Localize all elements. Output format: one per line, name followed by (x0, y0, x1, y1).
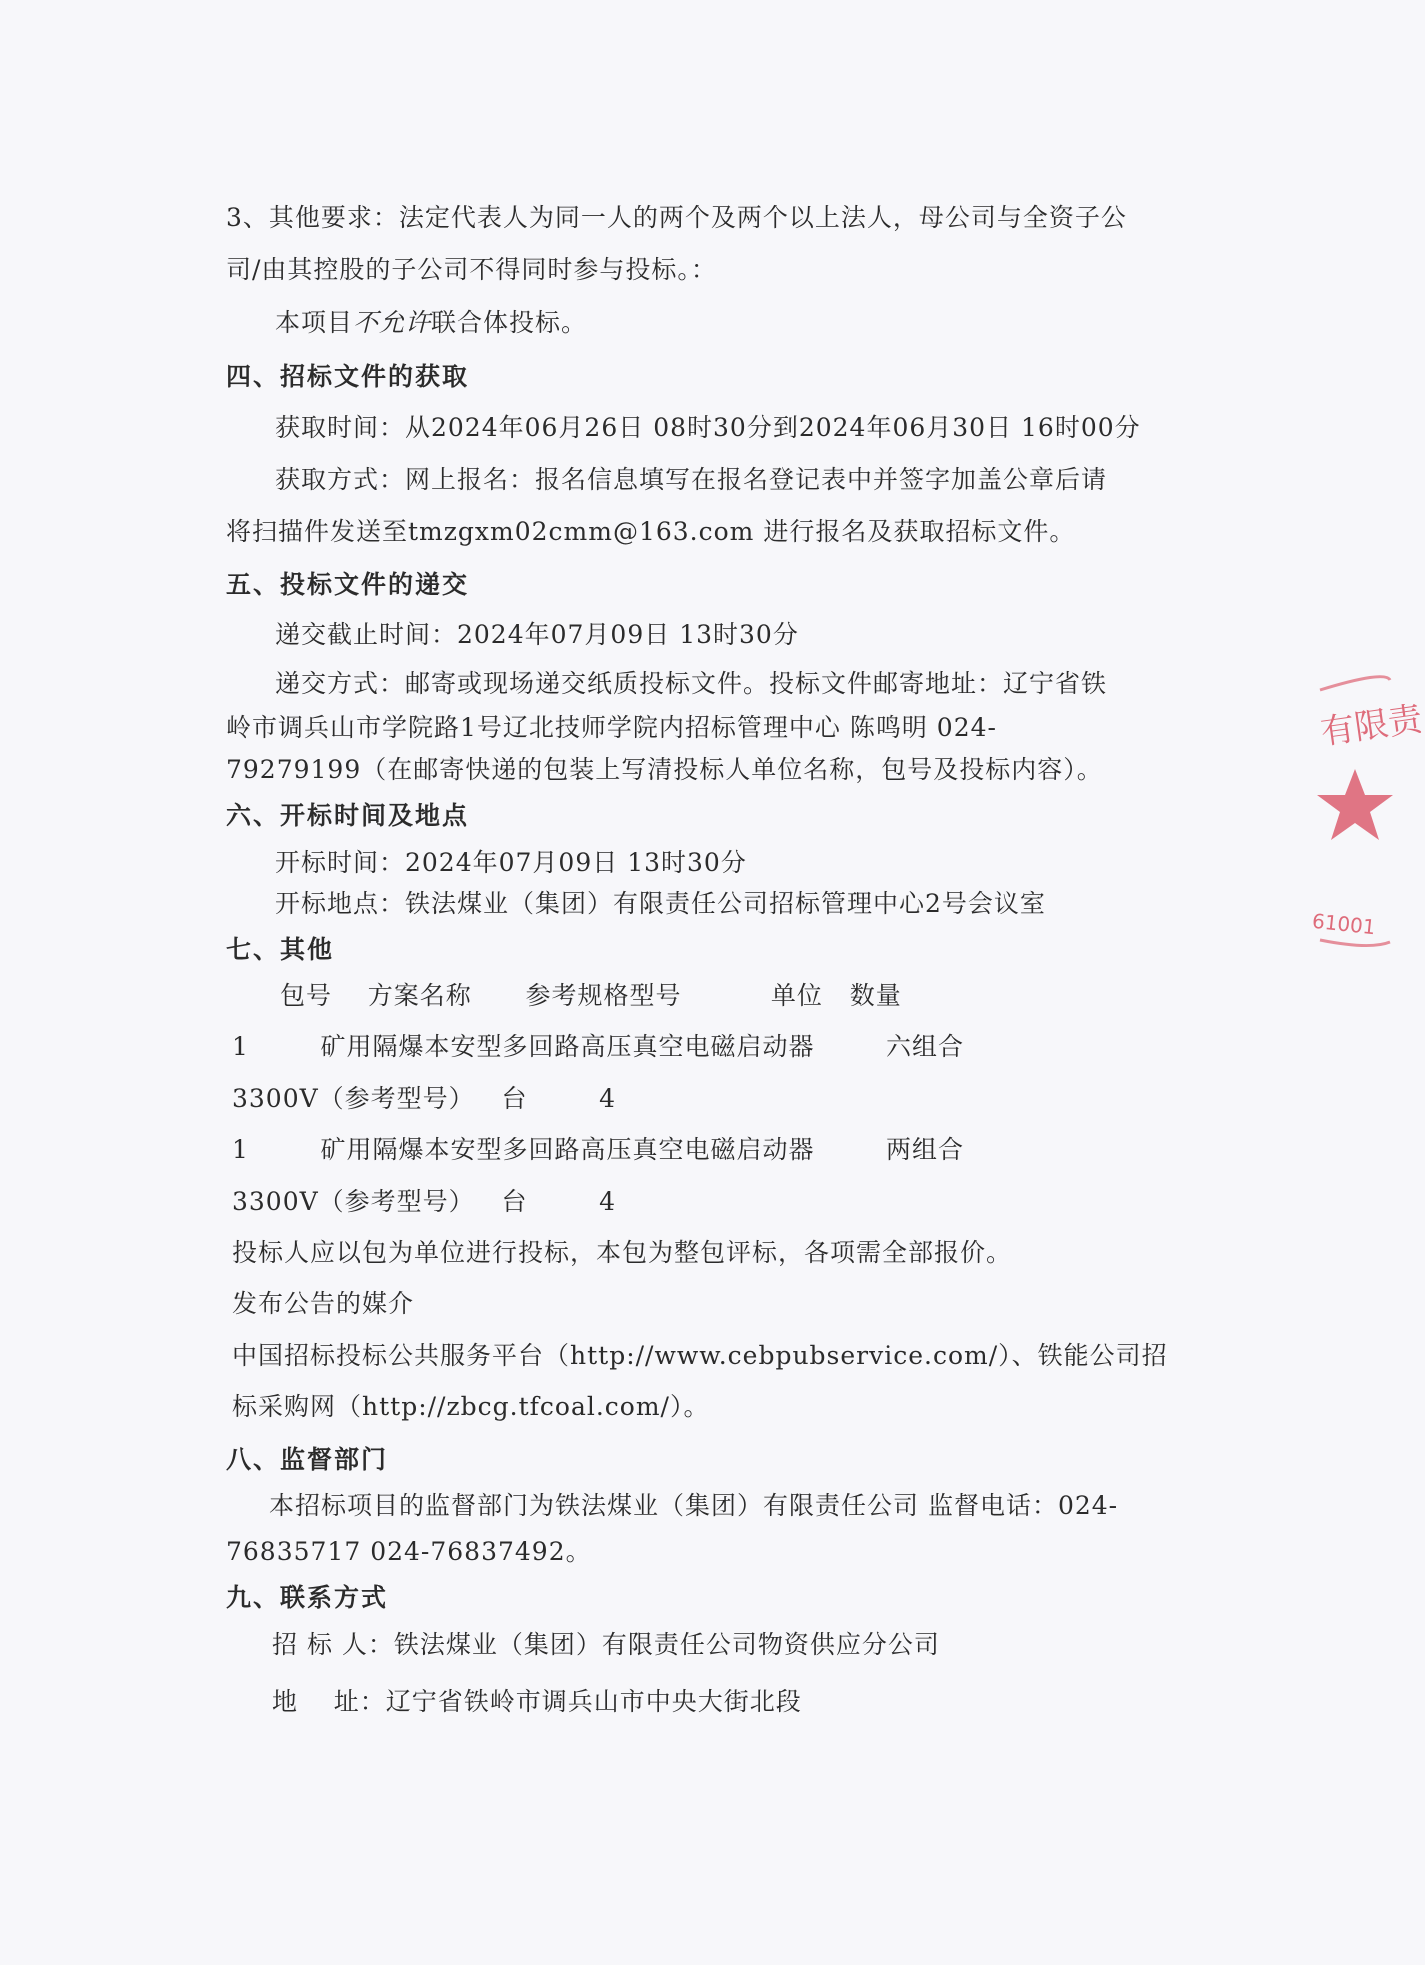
seal-text-bottom: 61001 (1310, 908, 1377, 940)
body-line (275, 307, 587, 339)
body-line: 本招标项目的监督部门为铁法煤业（集团）有限责任公司 监督电话：024- (269, 1491, 1119, 1520)
company-seal (1290, 650, 1425, 980)
section-heading: 七、其他 (226, 935, 335, 964)
body-line: 获取方式：网上报名：报名信息填写在报名登记表中并签字加盖公章后请 (275, 465, 1108, 494)
body-line: 中国招标投标公共服务平台（http://www.cebpubservice.com/）、铁能公司招 (232, 1341, 1168, 1370)
handwritten-insert: 不允许 (353, 308, 432, 337)
body-line: 投标人应以包为单位进行投标，本包为整包评标，各项需全部报价。 (232, 1238, 1013, 1267)
body-line: 司/由其控股的子公司不得同时参与投标。： (226, 255, 717, 284)
body-line: 开标地点：铁法煤业（集团）有限责任公司招标管理中心2号会议室 (275, 889, 1046, 918)
table-row-line: 1 矿用隔爆本安型多回路高压真空电磁启动器 两组合 (232, 1135, 965, 1164)
section-heading: 五、投标文件的递交 (226, 570, 470, 599)
body-line: 将扫描件发送至tmzgxm02cmm@163.com 进行报名及获取招标文件。 (226, 517, 1076, 546)
body-text: 联合体投标。 (431, 308, 588, 337)
body-line: 76835717 024-76837492。 (226, 1537, 592, 1566)
body-text: 本项目 (275, 308, 354, 337)
body-line: 3、其他要求：法定代表人为同一人的两个及两个以上法人，母公司与全资子公 (226, 203, 1127, 232)
seal-ring (1290, 650, 1390, 970)
table-header-line: 包号 方案名称 参考规格型号 单位 数量 (280, 981, 902, 1010)
body-line: 递交方式：邮寄或现场递交纸质投标文件。投标文件邮寄地址：辽宁省铁 (275, 669, 1108, 698)
body-line: 递交截止时间：2024年07月09日 13时30分 (275, 620, 799, 649)
body-line: 开标时间：2024年07月09日 13时30分 (275, 848, 747, 877)
section-heading: 九、联系方式 (226, 1583, 389, 1612)
table-row-line: 3300V（参考型号） 台 4 (232, 1084, 616, 1113)
section-heading: 四、招标文件的获取 (226, 362, 470, 391)
section-heading: 六、开标时间及地点 (226, 801, 470, 830)
body-line: 79279199（在邮寄快递的包装上写清投标人单位名称，包号及投标内容）。 (226, 755, 1103, 784)
table-row-line: 3300V（参考型号） 台 4 (232, 1187, 616, 1216)
contact-line: 地 址：辽宁省铁岭市调兵山市中央大街北段 (272, 1687, 802, 1716)
contact-line: 招 标 人：铁法煤业（集团）有限责任公司物资供应分公司 (272, 1630, 940, 1659)
body-line: 岭市调兵山市学院路1号辽北技师学院内招标管理中心 陈鸣明 024- (226, 713, 997, 742)
seal-text-top: 有限责 (1318, 699, 1425, 753)
body-line: 获取时间：从2024年06月26日 08时30分到2024年06月30日 16时00分 (275, 413, 1141, 442)
section-heading: 八、监督部门 (226, 1445, 389, 1474)
body-line: 标采购网（http://zbcg.tfcoal.com/）。 (232, 1392, 710, 1421)
body-line: 发布公告的媒介 (232, 1289, 415, 1318)
table-row-line: 1 矿用隔爆本安型多回路高压真空电磁启动器 六组合 (232, 1032, 965, 1061)
